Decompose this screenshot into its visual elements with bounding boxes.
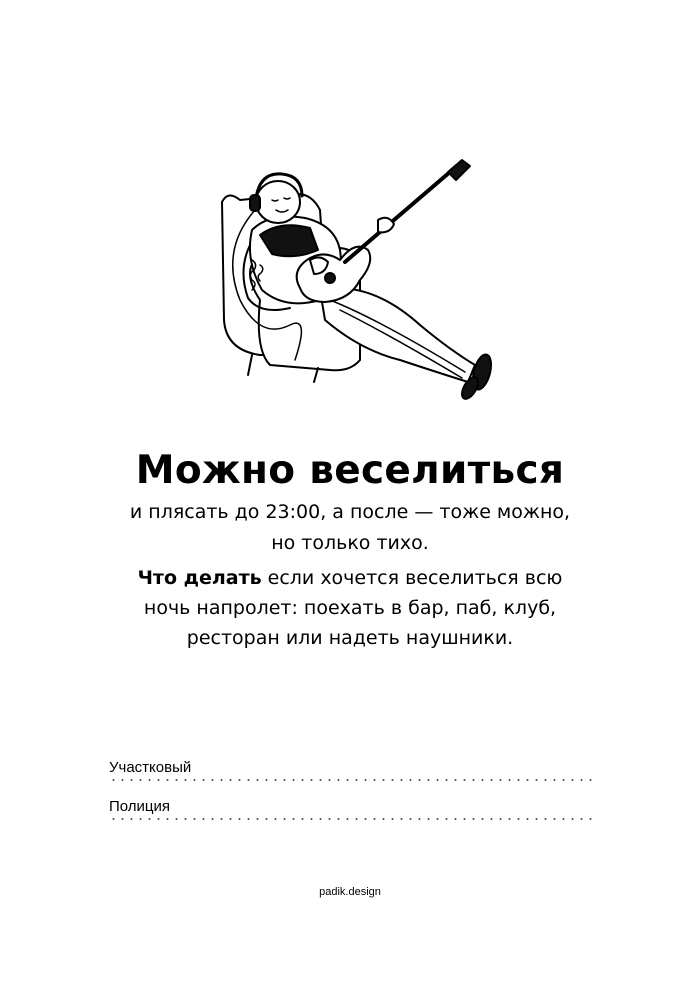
guitar-headstock xyxy=(448,160,470,180)
headphone-cup-left xyxy=(250,195,260,211)
head xyxy=(256,181,300,223)
advice-line-3: ресторан или надеть наушники. xyxy=(186,627,514,649)
chair-leg-right xyxy=(314,368,318,382)
chair-leg-left xyxy=(248,355,252,375)
page-title: Можно веселиться xyxy=(135,448,565,493)
subtitle xyxy=(0,497,700,559)
police-label: Полиция xyxy=(109,798,171,815)
advice-text xyxy=(0,563,700,653)
hand-right xyxy=(378,218,394,233)
advice-line-1-rest: если хочется веселиться всю xyxy=(261,567,563,589)
footer-site: padik.design xyxy=(319,886,381,898)
musician-illustration xyxy=(200,150,510,410)
officer-label: Участковый xyxy=(109,759,192,776)
subtitle-line-1: и плясать до 23:00, а после — тоже можно, xyxy=(129,501,571,523)
advice-bold-lead: Что делать xyxy=(137,567,262,589)
police-dotted-line xyxy=(109,818,593,820)
guitar-neck xyxy=(345,172,450,262)
advice-line-1 xyxy=(0,563,700,593)
advice-line-2: ночь напролет: поехать в бар, паб, клуб, xyxy=(143,597,557,619)
police-field xyxy=(109,798,593,820)
officer-field xyxy=(109,759,593,781)
subtitle-line-2: но только тихо. xyxy=(271,532,429,554)
officer-dotted-line xyxy=(109,779,593,781)
